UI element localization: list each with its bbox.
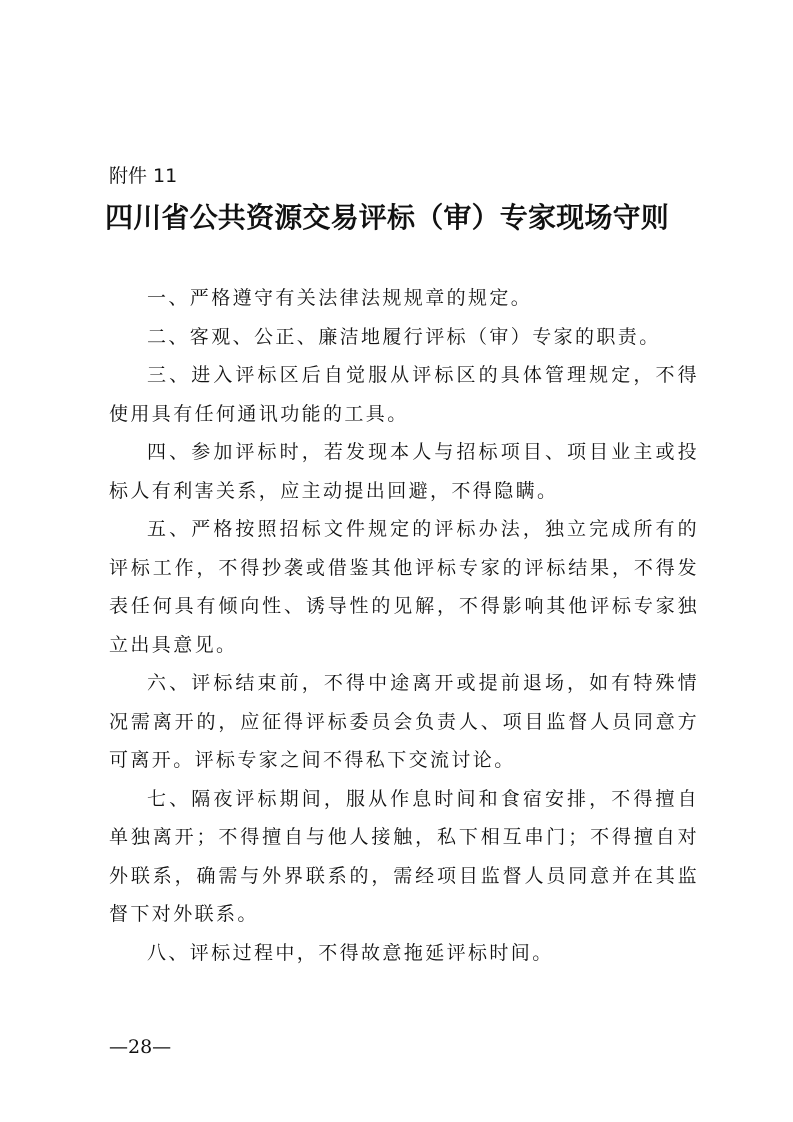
- rules-body: [109, 279, 699, 972]
- rule-5: 五、严格按照招标文件规定的评标办法，独立完成所有的评标工作，不得抄袭或借鉴其他评标专家的评标结果，不得发表任何具有倾向性、诱导性的见解，不得影响其他评标专家独立出具意见。: [109, 518, 699, 656]
- rule-4: 四、参加评标时，若发现本人与招标项目、项目业主或投标人有利害关系，应主动提出回避，不得隐瞒。: [109, 441, 699, 502]
- rule-3: 三、进入评标区后自觉服从评标区的具体管理规定，不得使用具有任何通讯功能的工具。: [109, 364, 699, 425]
- rule-7: 七、隔夜评标期间，服从作息时间和食宿安排，不得擅自单独离开；不得擅自与他人接触，私下相互串门；不得擅自对外联系，确需与外界联系的，需经项目监督人员同意并在其监督下对外联系。: [109, 787, 699, 925]
- page-number: —28—: [109, 1036, 172, 1058]
- attachment-label: 附件 11: [109, 165, 178, 187]
- rule-2: 二、客观、公正、廉洁地履行评标（审）专家的职责。: [147, 325, 661, 348]
- rule-6: 六、评标结束前，不得中途离开或提前退场，如有特殊情况需离开的，应征得评标委员会负责人、项目监督人员同意方可离开。评标专家之间不得私下交流讨论。: [109, 672, 699, 771]
- rule-1: 一、严格遵守有关法律法规规章的规定。: [147, 287, 533, 309]
- page-title: 四川省公共资源交易评标（审）专家现场守则: [105, 201, 670, 234]
- rule-8: 八、评标过程中，不得故意拖延评标时间。: [147, 941, 554, 964]
